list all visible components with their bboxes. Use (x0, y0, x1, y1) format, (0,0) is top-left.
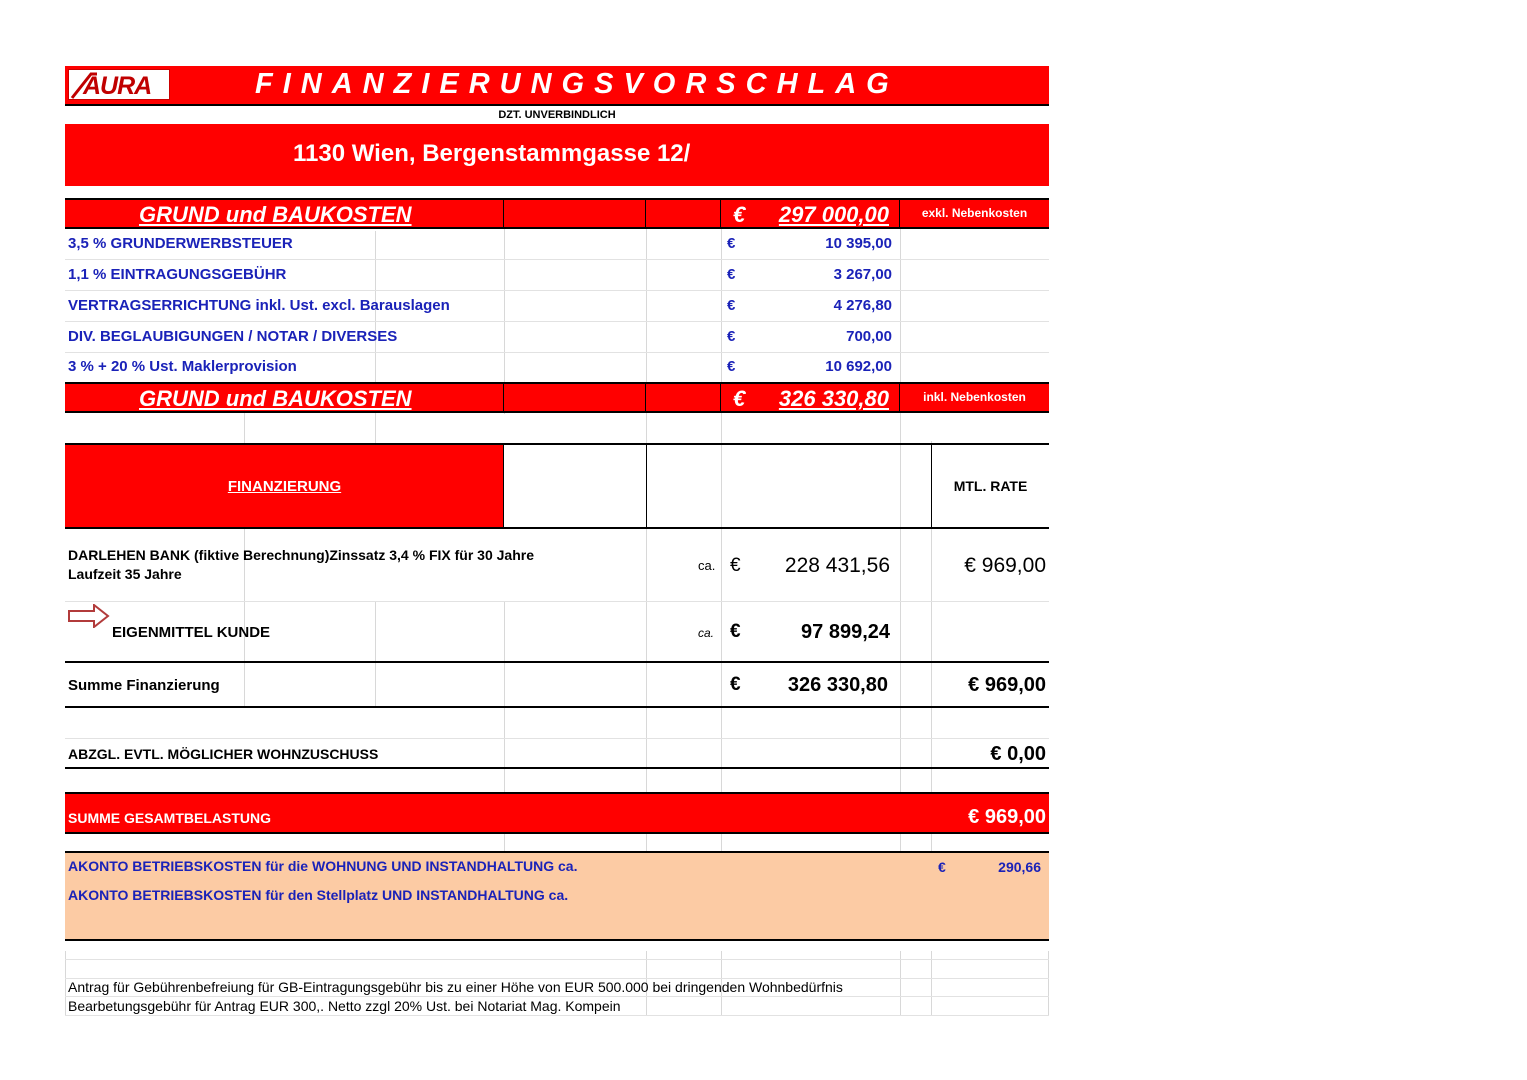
cost-item-currency: € (727, 297, 736, 314)
aura-logo-text: AURA (83, 72, 152, 100)
sum-financing-currency: € (730, 674, 741, 695)
address-banner (65, 124, 1049, 186)
cost-item-amount: 10 395,00 (825, 235, 892, 252)
cost-item-currency: € (727, 235, 736, 252)
costs-total-note: inkl. Nebenkosten (923, 390, 1026, 404)
cost-item-currency: € (727, 266, 736, 283)
equity-amount: 97 899,24 (801, 621, 890, 643)
sum-financing-rate: € 969,00 (968, 674, 1046, 696)
costs-top-note: exkl. Nebenkosten (921, 206, 1028, 220)
footnote-fee-exemption: Antrag für Gebührenbefreiung für GB-Eintragungsgebühr bis zu einer Höhe von EUR 500.000 bei dringenden Wohnbedürfnis (68, 979, 843, 995)
cost-item-amount: 700,00 (846, 328, 892, 345)
aura-logo (68, 69, 170, 100)
loan-ca: ca. (698, 558, 716, 573)
costs-total-currency: € (733, 386, 746, 411)
equity-label: EIGENMITTEL KUNDE (112, 624, 271, 641)
cost-item-label: 3 % + 20 % Ust. Maklerprovision (68, 358, 297, 375)
operating-parking-label: AKONTO BETRIEBSKOSTEN für den Stellplatz UND INSTANDHALTUNG ca. (68, 887, 569, 903)
financing-header-row (65, 443, 1049, 529)
financing-header: FINANZIERUNG (227, 478, 342, 495)
loan-currency: € (730, 555, 741, 576)
finance-sheet (65, 66, 1049, 1016)
footnote-processing-fee: Bearbetungsgebühr für Antrag EUR 300,. Netto zzgl 20% Ust. bei Notariat Mag. Kompein (68, 998, 621, 1014)
cost-item-currency: € (727, 358, 736, 375)
sum-financing-label: Summe Finanzierung (68, 677, 220, 694)
subsidy-value: € 0,00 (990, 743, 1046, 765)
costs-top-amount: 297 000,00 (778, 202, 889, 227)
costs-top-label: GRUND und BAUKOSTEN (139, 202, 412, 227)
cost-item-currency: € (727, 328, 736, 345)
cost-item-amount: 3 267,00 (833, 266, 892, 283)
arrow-right-icon (68, 604, 110, 628)
costs-total-row (65, 382, 1049, 413)
cost-item-label: DIV. BEGLAUBIGUNGEN / NOTAR / DIVERSES (68, 328, 398, 345)
total-burden-label: SUMME GESAMTBELASTUNG (68, 810, 271, 826)
cost-item-amount: 4 276,80 (833, 297, 892, 314)
subtitle: DZT. UNVERBINDLICH (498, 109, 616, 121)
property-address: 1130 Wien, Bergenstammgasse 12/ (293, 140, 691, 167)
costs-top-currency: € (733, 202, 746, 227)
cost-item-label: 3,5 % GRUNDERWERBSTEUER (68, 235, 293, 252)
cost-item-label: VERTRAGSERRICHTUNG inkl. Ust. excl. Barauslagen (68, 297, 450, 314)
operating-costs-block (65, 851, 1049, 941)
cost-item-label: 1,1 % EINTRAGUNGSGEBÜHR (68, 266, 287, 283)
equity-currency: € (730, 621, 741, 642)
total-burden-row (65, 792, 1049, 834)
operating-flat-label: AKONTO BETRIEBSKOSTEN für die WOHNUNG UND INSTANDHALTUNG ca. (68, 858, 578, 874)
costs-total-amount: 326 330,80 (778, 386, 889, 411)
equity-ca: ca. (698, 626, 715, 640)
operating-flat-amount: 290,66 (998, 859, 1041, 875)
total-burden-value: € 969,00 (968, 806, 1046, 828)
costs-top-row (65, 198, 1049, 229)
title-bar (65, 66, 1049, 104)
cost-item-amount: 10 692,00 (825, 358, 892, 375)
loan-monthly-rate: € 969,00 (964, 554, 1046, 577)
costs-total-label: GRUND und BAUKOSTEN (139, 386, 412, 411)
loan-amount: 228 431,56 (784, 554, 890, 577)
loan-description-line: DARLEHEN BANK (fiktive Berechnung)Zinssatz 3,4 % FIX für 30 Jahre (68, 547, 534, 563)
loan-description (68, 546, 534, 584)
sum-financing-amount: 326 330,80 (787, 674, 888, 696)
financing-header-cell (65, 445, 504, 527)
monthly-rate-header: MTL. RATE (953, 478, 1028, 494)
subsidy-label: ABZGL. EVTL. MÖGLICHER WOHNZUSCHUSS (68, 746, 379, 762)
loan-description-line: Laufzeit 35 Jahre (68, 566, 182, 582)
operating-flat-currency: € (938, 859, 946, 875)
page-title: FINANZIERUNGSVORSCHLAG (255, 68, 899, 100)
